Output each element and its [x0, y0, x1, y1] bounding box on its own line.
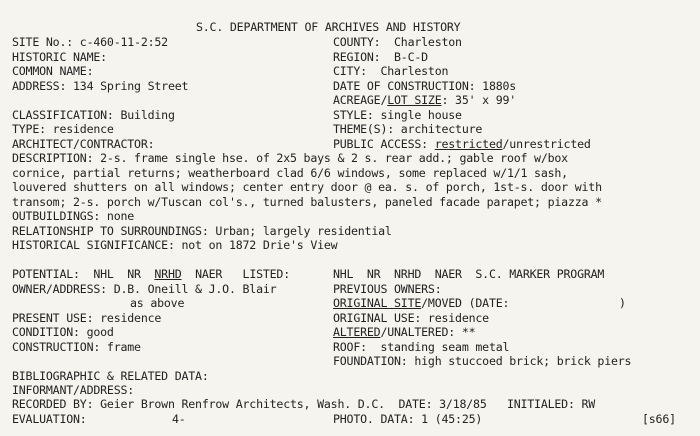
altered-label: ALTERED [333, 325, 381, 339]
condition: CONDITION: good [12, 325, 114, 339]
description-line: cornice, partial returns; weatherboard clad 6/6 windows, some replaced w/1/1 sash, [12, 166, 568, 180]
previous-owners: PREVIOUS OWNERS: [333, 282, 442, 296]
potential-rest: NAER LISTED: [181, 267, 290, 281]
acreage-value: : 35' x 99' [441, 93, 517, 107]
historic-name: HISTORIC NAME: [12, 50, 107, 64]
foundation: FOUNDATION: high stuccoed brick; brick piers [333, 354, 632, 368]
listed-options: NHL NR NRHD NAER S.C. MARKER PROGRAM [333, 267, 605, 281]
original-site-moved [333, 296, 509, 310]
type: TYPE: residence [12, 122, 114, 136]
evaluation: EVALUATION: [12, 412, 87, 426]
county: COUNTY: Charleston [333, 35, 462, 49]
public-access [333, 137, 591, 151]
card-header: S.C. DEPARTMENT OF ARCHIVES AND HISTORY [196, 20, 461, 34]
owner-address: OWNER/ADDRESS: D.B. Oneill & J.O. Blair [12, 282, 277, 296]
present-use: PRESENT USE: residence [12, 311, 162, 325]
moved-label: /MOVED (DATE: [421, 296, 510, 310]
potential-nrhd: NRHD [154, 267, 182, 281]
outbuildings: OUTBUILDINGS: none [12, 209, 135, 223]
common-name: COMMON NAME: [12, 64, 94, 78]
style: STYLE: single house [333, 108, 462, 122]
themes: THEME(S): architecture [333, 122, 483, 136]
architect-contractor: ARCHITECT/CONTRACTOR: [12, 137, 155, 151]
region: REGION: B-C-D [333, 50, 428, 64]
potential [12, 267, 290, 281]
card-code: [s66] [642, 412, 676, 426]
date-of-construction: DATE OF CONSTRUCTION: 1880s [333, 79, 517, 93]
description-line: DESCRIPTION: 2-s. frame single hse. of 2x5 bays & 2 s. rear add.; gable roof w/box [12, 151, 568, 165]
description-line: louvered shutters on all windows; center entry door @ ea. s. of porch, 1st-s. door with [12, 180, 602, 194]
address: ADDRESS: 134 Spring Street [12, 79, 189, 93]
owner-address-cont: as above [130, 296, 185, 310]
unrestricted-option: /unrestricted [502, 137, 591, 151]
acreage-label: ACREAGE/ [333, 93, 388, 107]
recorded-by: RECORDED BY: Geier Brown Renfrow Architects, Wash. D.C. DATE: 3/18/85 INITIALED: RW [12, 397, 596, 411]
unaltered-label: /UNALTERED: ** [380, 325, 476, 339]
acreage-lot-size [333, 93, 516, 107]
roof: ROOF: standing seam metal [333, 340, 510, 354]
altered-unaltered [333, 325, 475, 339]
historical-significance: HISTORICAL SIGNIFICANCE: not on 1872 Drie's View [12, 238, 338, 252]
photo-data: PHOTO. DATA: 1 (45:25) [333, 412, 483, 426]
bibliographic-data: BIBLIOGRAPHIC & RELATED DATA: [12, 369, 209, 383]
original-use: ORIGINAL USE: residence [333, 311, 489, 325]
public-access-label: PUBLIC ACCESS: [333, 137, 435, 151]
classification: CLASSIFICATION: Building [12, 108, 175, 122]
original-site-label: ORIGINAL SITE [333, 296, 422, 310]
construction: CONSTRUCTION: frame [12, 340, 141, 354]
informant-address: INFORMANT/ADDRESS: [12, 383, 135, 397]
moved-close-paren: ) [619, 296, 626, 310]
relationship-to-surroundings: RELATIONSHIP TO SURROUNDINGS: Urban; largely residential [12, 224, 392, 238]
site-number: SITE No.: c-460-11-2:52 [12, 35, 168, 49]
city: CITY: Charleston [333, 64, 449, 78]
lot-size-label: LOT SIZE [387, 93, 442, 107]
restricted-option: restricted [434, 137, 503, 151]
description-line: transom; 2-s. porch w/Tuscan col's., turned balusters, paneled facade parapet; piazza * [12, 195, 602, 209]
potential-label: POTENTIAL: NHL NR [12, 267, 155, 281]
evaluation-value: 4- [172, 412, 186, 426]
